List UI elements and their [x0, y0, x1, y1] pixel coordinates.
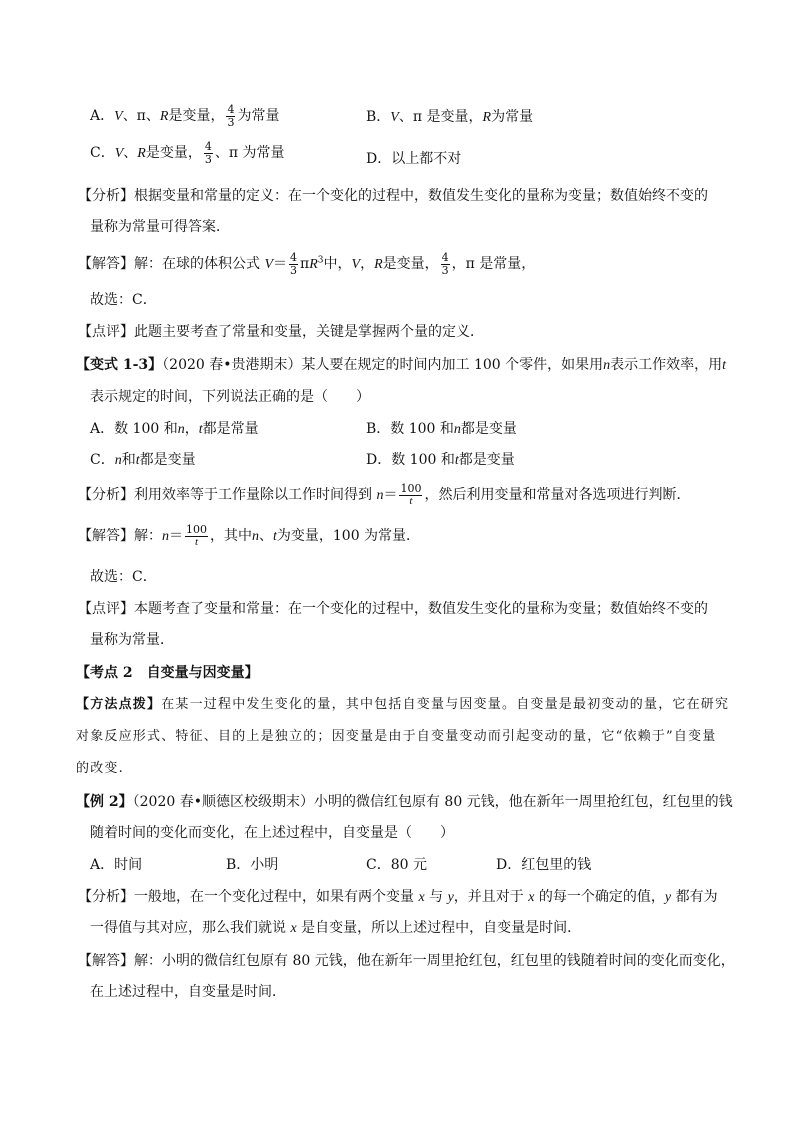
option-d: D．以上都不对	[366, 151, 462, 167]
solution-cont: 在上述过程中，自变量是时间．	[90, 984, 286, 1000]
analysis-cont: 量称为常量可得答案．	[90, 219, 230, 235]
option-b: B．V、π 是变量，R为常量	[366, 109, 534, 125]
analysis: 【分析】根据变量和常量的定义：在一个变化的过程中，数值发生变化的量称为变量；数值始终不变的	[78, 188, 708, 204]
option-a: A．V、π、R是变量， $\frac{4}{3}$ 为常量	[90, 103, 280, 129]
fraction: $\frac{100}{t}$	[186, 523, 207, 548]
analysis-tag: 【分析】	[78, 487, 134, 504]
fraction: $\frac{4}{3}$	[227, 103, 235, 129]
variant-question-cont: 表示规定的时间，下列说法正确的是（ ）	[90, 389, 370, 405]
variant-tag: 【变式 1-3】	[76, 357, 163, 373]
solution-tag: 【解答】	[78, 953, 134, 969]
solution-tag: 【解答】	[78, 256, 134, 273]
analysis-tag: 【分析】	[78, 188, 134, 204]
fraction: $\frac{4}{3}$	[204, 140, 212, 166]
comment-tag: 【点评】	[78, 601, 134, 617]
example-question: 【例 2】（2020 春•顺德区校级期末）小明的微信红包原有 80 元钱，他在新年一周里抢红包，红包里的钱	[76, 794, 733, 810]
option-c: C．80 元	[366, 857, 427, 873]
answer: 故选：C．	[90, 292, 157, 308]
comment: 【点评】本题考查了变量和常量：在一个变化的过程中，数值发生变化的量称为变量；数值始终不变的	[78, 601, 708, 617]
method-tip: 【方法点拨】在某一过程中发生变化的量，其中包括自变量与因变量。自变量是最初变动的量，它在研究	[76, 697, 730, 712]
solution-tag: 【解答】	[78, 528, 134, 545]
option-d: D．红包里的钱	[496, 857, 592, 873]
option-c: C．n和t都是变量	[90, 452, 196, 468]
option-b: B．数 100 和n都是变量	[366, 421, 517, 437]
option-a: A．时间	[90, 857, 143, 873]
example-question-cont: 随着时间的变化而变化，在上述过程中，自变量是（ ）	[90, 825, 454, 841]
solution: 【解答】解：在球的体积公式 V＝ $\frac{4}{3}$ $\pi R^3$中，V，R是变量， $\frac{4}{3}$ ，π 是常量，	[78, 251, 536, 277]
fraction: $\frac{4}{3}$	[290, 251, 298, 277]
comment: 【点评】此题主要考查了常量和变量，关键是掌握两个量的定义．	[78, 324, 484, 340]
option-d: D．数 100 和t都是变量	[366, 452, 515, 468]
comment-cont: 量称为常量．	[90, 632, 174, 648]
analysis-cont: 一得值与其对应，那么我们就说 x 是自变量，所以上述过程中，自变量是时间．	[90, 920, 582, 936]
analysis: 【分析】一般地，在一个变化过程中，如果有两个变量 x 与 y，并且对于 x 的每一个确定的值，y 都有为	[78, 889, 718, 905]
solution: 【解答】解：小明的微信红包原有 80 元钱，他在新年一周里抢红包，红包里的钱随着时间的变化而变化，	[78, 953, 735, 969]
answer: 故选：C．	[90, 569, 157, 585]
section-heading: 【考点 2 自变量与因变量】	[76, 665, 259, 681]
method-tip-cont: 对象反应形式、特征、目的上是独立的；因变量是由于自变量变动而引起变动的量，它“依赖于”自变量	[76, 729, 717, 744]
solution: 【解答】解：n＝ $\frac{100}{t}$ ，其中n、t为变量，100 为常量．	[78, 523, 421, 548]
fraction: $\frac{100}{t}$	[400, 482, 422, 507]
comment-tag: 【点评】	[78, 324, 134, 340]
example-tag: 【例 2】	[76, 794, 133, 810]
analysis: 【分析】利用效率等于工作量除以工作时间得到 n＝ $\frac{100}{t}$ ，然后利用变量和常量对各选项进行判断．	[78, 482, 691, 507]
analysis-tag: 【分析】	[78, 889, 134, 905]
option-b: B．小明	[226, 857, 279, 873]
method-tag: 【方法点拨】	[76, 697, 162, 712]
option-c: C．V、R是变量， $\frac{4}{3}$ 、π 为常量	[90, 140, 285, 166]
method-tip-cont: 的改变.	[76, 761, 124, 776]
fraction: $\frac{4}{3}$	[441, 251, 449, 277]
variant-question: 【变式 1-3】（2020 春•贵港期末）某人要在规定的时间内加工 100 个零件，如果用n表示工作效率，用t	[76, 357, 727, 373]
option-a: A．数 100 和n，t都是常量	[90, 421, 259, 437]
